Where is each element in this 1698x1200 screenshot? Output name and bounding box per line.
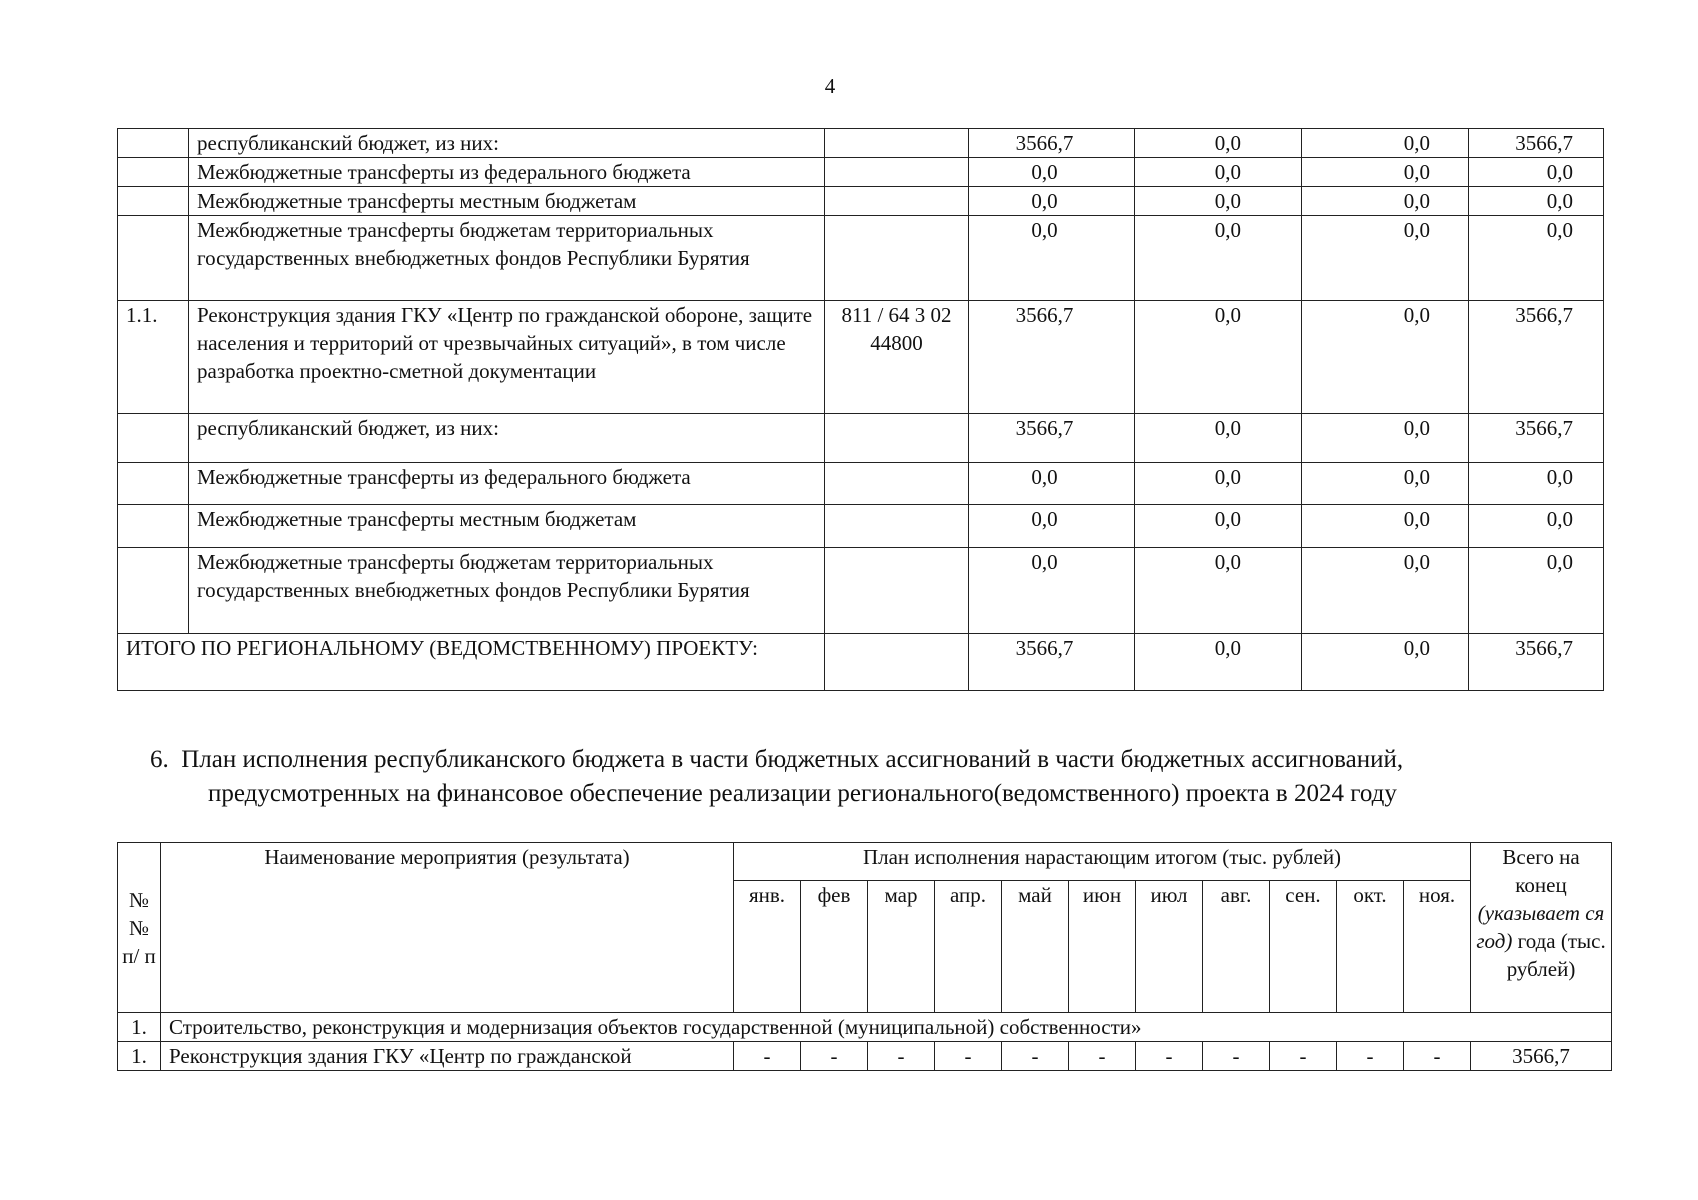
row-value-3: 0,0 xyxy=(1302,187,1469,216)
row-value-2: 0,0 xyxy=(1135,414,1302,463)
item-value-jul: - xyxy=(1136,1042,1203,1071)
month-may: май xyxy=(1002,881,1069,1013)
row-value-4: 3566,7 xyxy=(1469,414,1604,463)
row-number xyxy=(118,505,189,548)
col-plan-header: План исполнения нарастающим итогом (тыс. рублей) xyxy=(734,843,1471,881)
month-jul: июл xyxy=(1136,881,1203,1013)
total-value-2: 0,0 xyxy=(1135,634,1302,691)
total-value-4: 3566,7 xyxy=(1469,634,1604,691)
row-name: Межбюджетные трансферты из федерального бюджета xyxy=(189,158,825,187)
table-row xyxy=(118,505,1604,548)
row-value-1: 0,0 xyxy=(969,216,1135,301)
section-number: 6. xyxy=(150,746,169,773)
item-number: 1. xyxy=(118,1042,161,1071)
row-number xyxy=(118,414,189,463)
item-value-feb: - xyxy=(801,1042,868,1071)
table-row xyxy=(118,129,1604,158)
item-value-oct: - xyxy=(1337,1042,1404,1071)
row-value-4: 0,0 xyxy=(1469,463,1604,505)
row-value-4: 0,0 xyxy=(1469,548,1604,634)
table-row xyxy=(118,414,1604,463)
row-value-3: 0,0 xyxy=(1302,129,1469,158)
row-value-4: 0,0 xyxy=(1469,216,1604,301)
row-value-1: 3566,7 xyxy=(969,414,1135,463)
row-value-3: 0,0 xyxy=(1302,414,1469,463)
col-total-header-b: (указывает ся год) xyxy=(1476,901,1605,953)
row-value-3: 0,0 xyxy=(1302,158,1469,187)
row-value-4: 3566,7 xyxy=(1469,301,1604,414)
section-title-text-1: План исполнения республиканского бюджета в части бюджетных ассигнований в части бюджетных ассигнований, xyxy=(181,746,1404,773)
row-value-4: 0,0 xyxy=(1469,158,1604,187)
item-value-mar: - xyxy=(868,1042,935,1071)
col-total-header-c: года (тыс. рублей) xyxy=(1506,929,1606,981)
row-number xyxy=(118,187,189,216)
row-value-2: 0,0 xyxy=(1135,463,1302,505)
month-oct: окт. xyxy=(1337,881,1404,1013)
col-total-header xyxy=(1471,843,1612,1013)
month-aug: авг. xyxy=(1203,881,1270,1013)
row-name: Межбюджетные трансферты местным бюджетам xyxy=(189,187,825,216)
row-code xyxy=(825,414,969,463)
col-name-header: Наименование мероприятия (результата) xyxy=(161,843,734,1013)
col-number-header: № № п/ п xyxy=(118,843,161,1013)
item-value-nov: - xyxy=(1404,1042,1471,1071)
month-jan: янв. xyxy=(734,881,801,1013)
header-row xyxy=(118,843,1612,881)
col-total-header-a: Всего на конец xyxy=(1502,845,1580,897)
row-name: республиканский бюджет, из них: xyxy=(189,129,825,158)
month-jun: июн xyxy=(1069,881,1136,1013)
item-value-aug: - xyxy=(1203,1042,1270,1071)
month-apr: апр. xyxy=(935,881,1002,1013)
row-value-1: 0,0 xyxy=(969,505,1135,548)
row-name: республиканский бюджет, из них: xyxy=(189,414,825,463)
total-row xyxy=(118,634,1604,691)
row-value-1: 3566,7 xyxy=(969,301,1135,414)
row-value-2: 0,0 xyxy=(1135,129,1302,158)
row-value-4: 0,0 xyxy=(1469,505,1604,548)
month-sep: сен. xyxy=(1270,881,1337,1013)
table-row xyxy=(118,1042,1612,1071)
item-name: Реконструкция здания ГКУ «Центр по гражданской xyxy=(161,1042,734,1071)
row-value-3: 0,0 xyxy=(1302,301,1469,414)
row-number xyxy=(118,158,189,187)
item-value-jun: - xyxy=(1069,1042,1136,1071)
row-value-1: 0,0 xyxy=(969,463,1135,505)
group-row xyxy=(118,1013,1612,1042)
row-name: Реконструкция здания ГКУ «Центр по гражданской обороне, защите населения и территорий от чрезвычайных ситуаций», в том числе разработка проектно-сметной документации xyxy=(189,301,825,414)
row-code xyxy=(825,158,969,187)
row-name: Межбюджетные трансферты бюджетам территориальных государственных внебюджетных фондов Республики Бурятия xyxy=(189,216,825,301)
month-nov: ноя. xyxy=(1404,881,1471,1013)
row-name: Межбюджетные трансферты из федерального бюджета xyxy=(189,463,825,505)
table-row xyxy=(118,463,1604,505)
row-value-2: 0,0 xyxy=(1135,158,1302,187)
row-code xyxy=(825,505,969,548)
table-row xyxy=(118,158,1604,187)
row-value-4: 3566,7 xyxy=(1469,129,1604,158)
item-value-apr: - xyxy=(935,1042,1002,1071)
row-value-2: 0,0 xyxy=(1135,548,1302,634)
page-number: 4 xyxy=(824,74,836,98)
row-value-3: 0,0 xyxy=(1302,548,1469,634)
row-value-1: 3566,7 xyxy=(969,129,1135,158)
item-value-may: - xyxy=(1002,1042,1069,1071)
row-value-4: 0,0 xyxy=(1469,187,1604,216)
row-code xyxy=(825,187,969,216)
row-number xyxy=(118,129,189,158)
row-value-1: 0,0 xyxy=(969,158,1135,187)
total-value-1: 3566,7 xyxy=(969,634,1135,691)
row-value-2: 0,0 xyxy=(1135,187,1302,216)
execution-plan-table xyxy=(117,842,1612,1071)
table-row xyxy=(118,187,1604,216)
row-code: 811 / 64 3 02 44800 xyxy=(825,301,969,414)
total-value-3: 0,0 xyxy=(1302,634,1469,691)
group-number: 1. xyxy=(118,1013,161,1042)
group-name: Строительство, реконструкция и модернизация объектов государственной (муниципальной) собственности» xyxy=(161,1013,1612,1042)
row-name: Межбюджетные трансферты местным бюджетам xyxy=(189,505,825,548)
row-code xyxy=(825,129,969,158)
row-number xyxy=(118,548,189,634)
total-code xyxy=(825,634,969,691)
item-total: 3566,7 xyxy=(1471,1042,1612,1071)
row-value-3: 0,0 xyxy=(1302,505,1469,548)
row-code xyxy=(825,463,969,505)
item-value-jan: - xyxy=(734,1042,801,1071)
row-number: 1.1. xyxy=(118,301,189,414)
row-value-1: 0,0 xyxy=(969,187,1135,216)
row-value-3: 0,0 xyxy=(1302,216,1469,301)
row-code xyxy=(825,548,969,634)
section-title xyxy=(150,743,1590,811)
total-label: ИТОГО ПО РЕГИОНАЛЬНОМУ (ВЕДОМСТВЕННОМУ) ПРОЕКТУ: xyxy=(118,634,825,691)
row-value-2: 0,0 xyxy=(1135,216,1302,301)
row-name: Межбюджетные трансферты бюджетам территориальных государственных внебюджетных фондов Республики Бурятия xyxy=(189,548,825,634)
table-row xyxy=(118,216,1604,301)
item-value-sep: - xyxy=(1270,1042,1337,1071)
row-number xyxy=(118,463,189,505)
row-value-3: 0,0 xyxy=(1302,463,1469,505)
row-code xyxy=(825,216,969,301)
table-row xyxy=(118,548,1604,634)
funding-table xyxy=(117,128,1604,691)
month-feb: фев xyxy=(801,881,868,1013)
section-title-line-2: предусмотренных на финансовое обеспечение реализации регионального(ведомственного) проекта в 2024 году xyxy=(208,780,1397,807)
table-row xyxy=(118,301,1604,414)
row-value-2: 0,0 xyxy=(1135,505,1302,548)
month-mar: мар xyxy=(868,881,935,1013)
section-title-line-1 xyxy=(150,743,1590,777)
row-value-2: 0,0 xyxy=(1135,301,1302,414)
row-value-1: 0,0 xyxy=(969,548,1135,634)
row-number xyxy=(118,216,189,301)
